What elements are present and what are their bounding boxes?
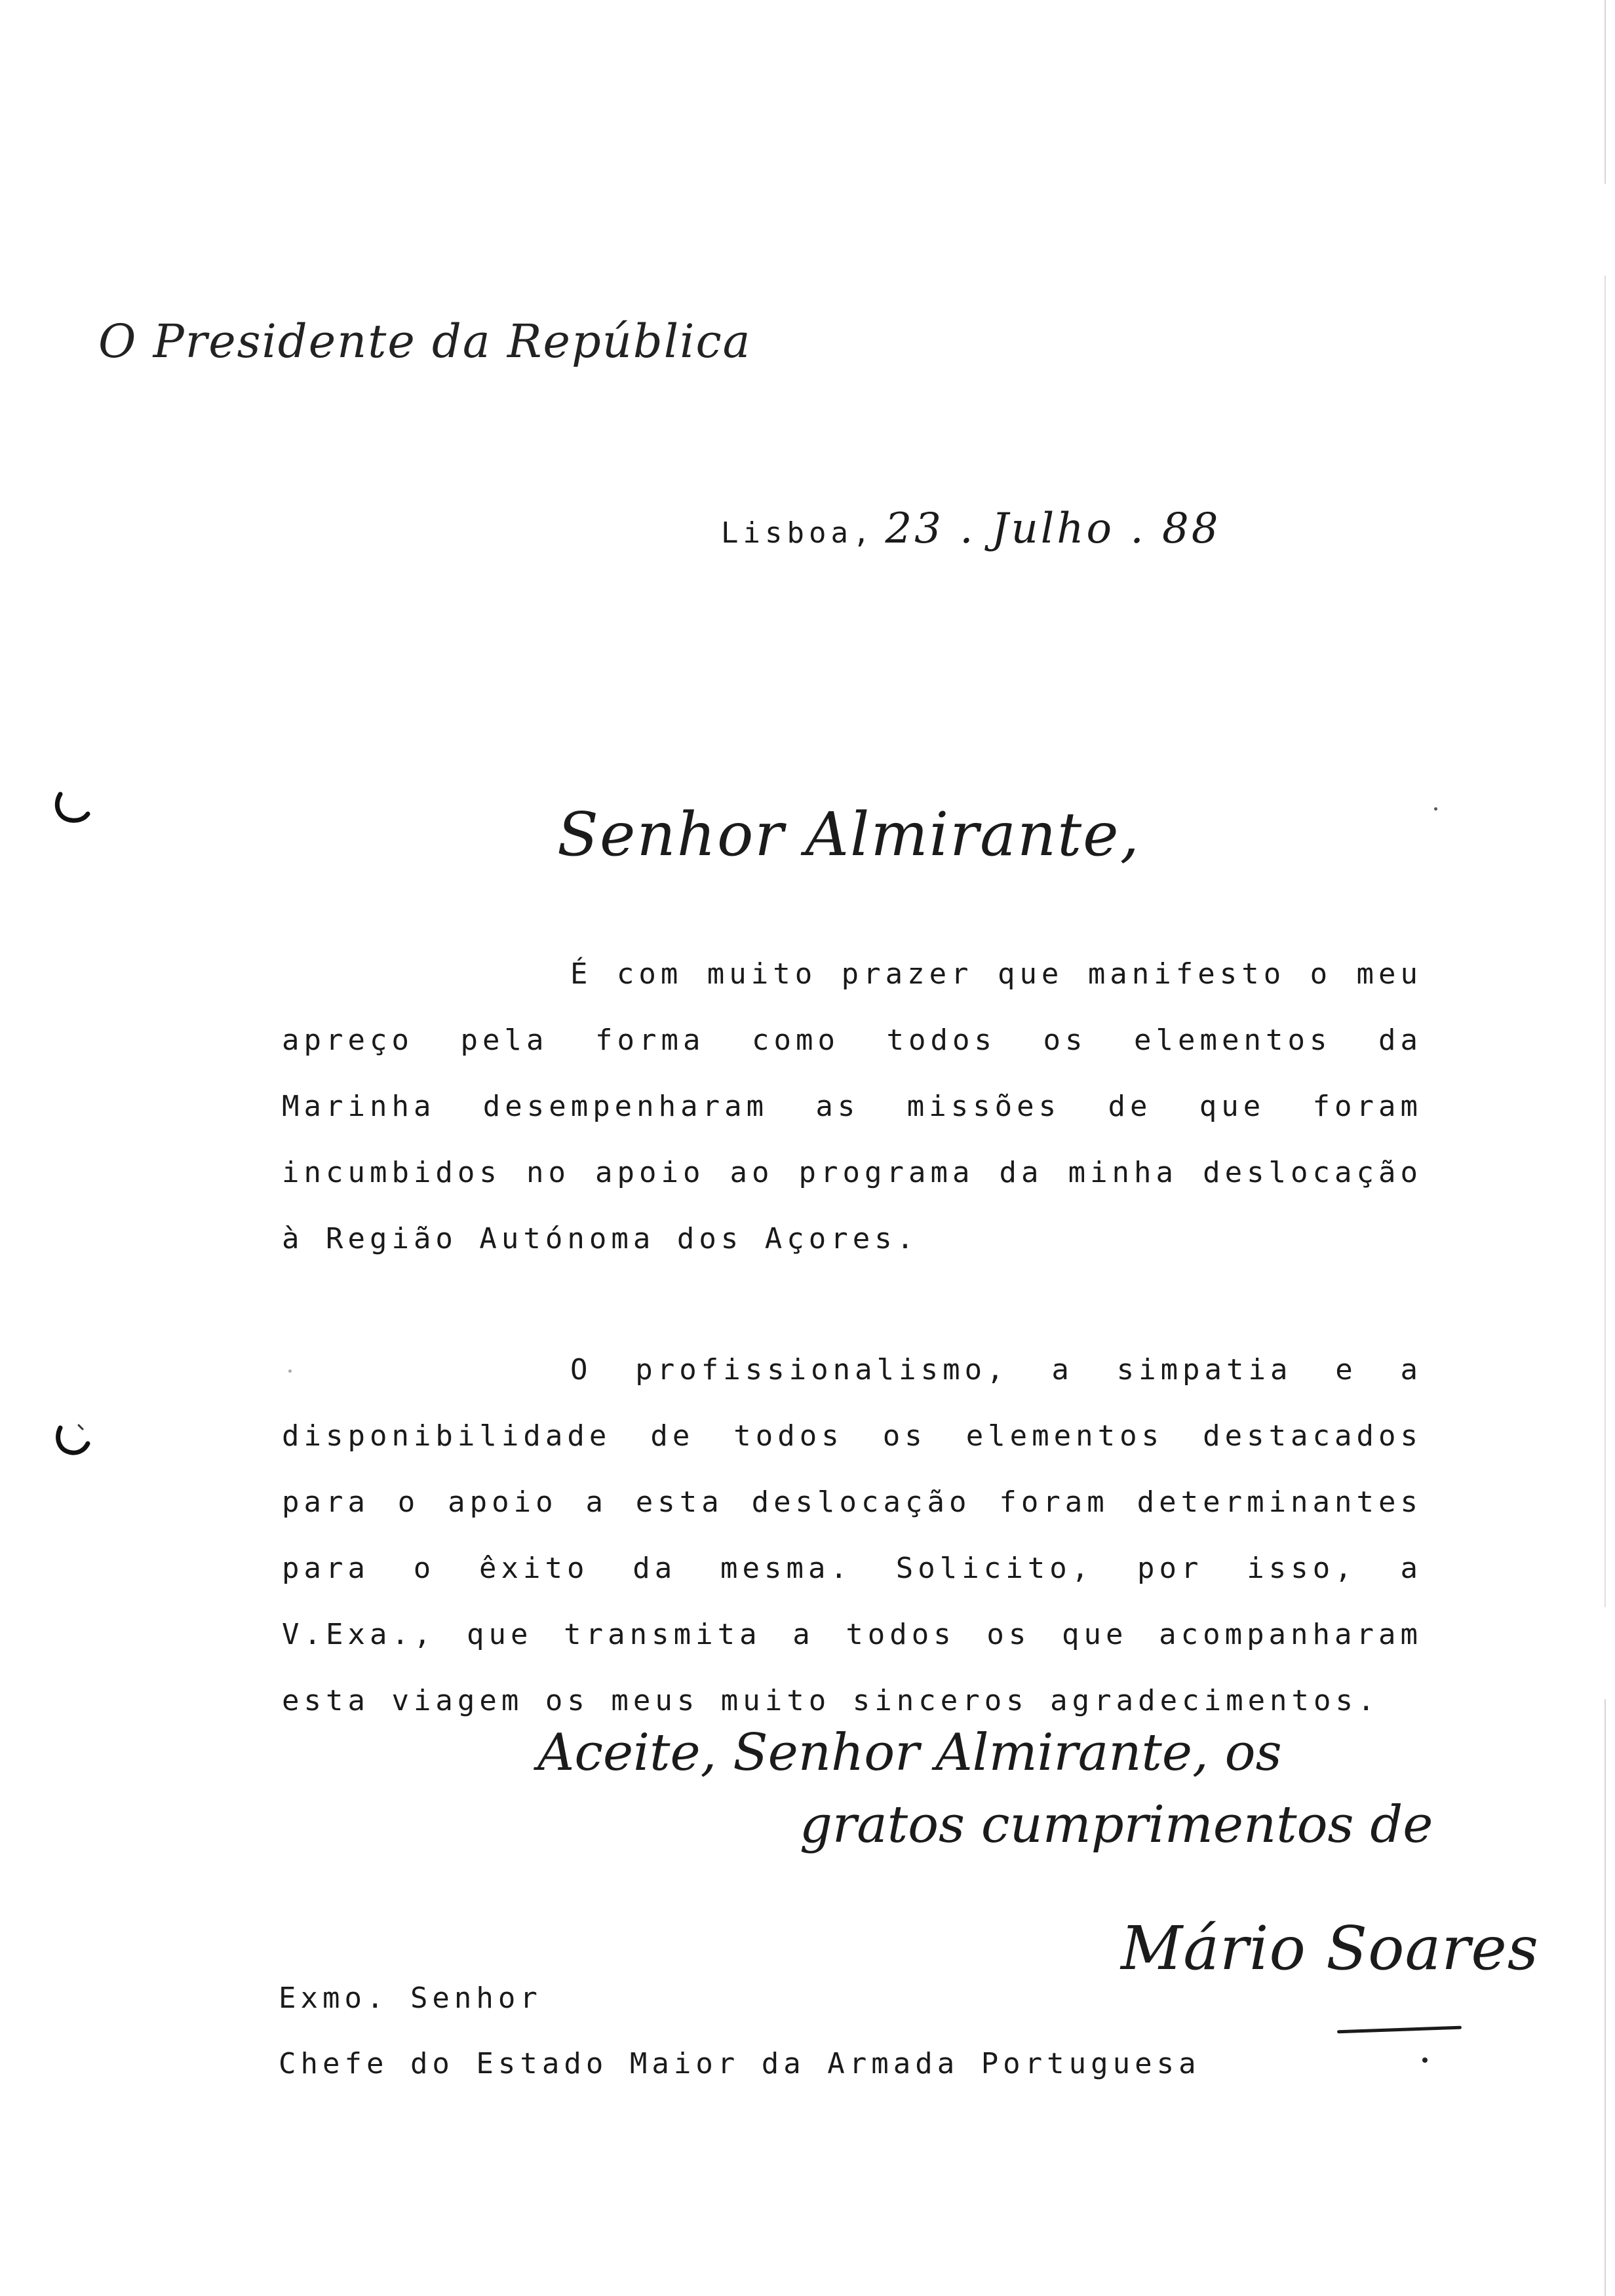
closing-remark [537,1717,1433,1861]
paragraph-1-text: É com muito prazer que manifesto o meu apreço pela forma como todos os elementos da Marinha desempenharam as missões de que foram incumbidos no apoio ao programa da minha deslocação à Região Autónoma dos Açores. [282,957,1422,1255]
signature-underline [1337,2026,1462,2034]
punch-hole-mark-bottom [51,1419,92,1459]
addressee-line-2: Chefe do Estado Maior da Armada Portuguesa [279,2047,1201,2080]
letterhead-title: O Presidente da República [98,315,752,368]
scan-edge-line [1605,0,1606,2296]
paragraph-2 [282,1337,1422,1734]
closing-line-2: gratos cumprimentos de [800,1795,1433,1854]
date-line [721,505,1220,553]
signature-dot [1422,2057,1428,2063]
salutation: Senhor Almirante, [557,799,1140,870]
paragraph-2-text: O profissionalismo, a simpatia e a disponibilidade de todos os elementos destacados para o apoio a esta deslocação foram determinantes para o êxito da mesma. Solicito, por isso, a V.Exa., que transmita a todos os que acompanharam esta viagem os meus muito sinceros agradecimentos. [282,1353,1422,1717]
addressee-block [279,1966,1201,2097]
scan-speck [288,1369,292,1373]
scan-speck [1434,807,1437,811]
signature: Mário Soares [1121,1913,1539,1983]
paragraph-1 [282,941,1422,1272]
date-handwritten: 23 . Julho . 88 [885,505,1221,553]
addressee-line-1: Exmo. Senhor [279,1981,542,2015]
date-place: Lisboa, [721,516,875,550]
closing-line-1: Aceite, Senhor Almirante, os [537,1723,1282,1782]
punch-hole-mark-top [51,786,92,827]
